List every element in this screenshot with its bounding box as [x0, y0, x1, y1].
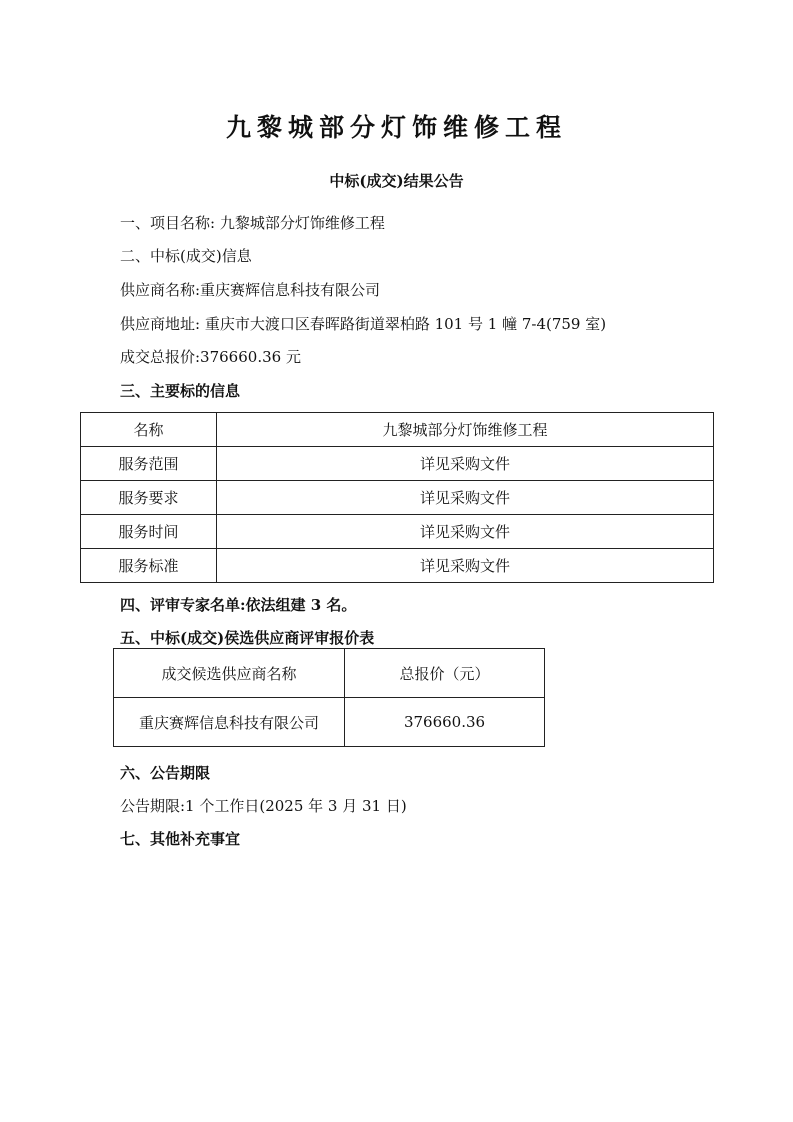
supplier-name-line: 供应商名称:重庆赛辉信息科技有限公司	[120, 281, 381, 299]
table-cell: 重庆赛辉信息科技有限公司	[114, 698, 345, 747]
notice-period-heading: 六、公告期限	[120, 764, 211, 782]
document-title: 九黎城部分灯饰维修工程	[225, 113, 567, 142]
main-target-table	[80, 412, 714, 583]
table-header-cell: 成交候选供应商名称	[114, 649, 345, 698]
supplier-address-line: 供应商地址: 重庆市大渡口区春晖路街道翠柏路 101 号 1 幢 7-4(759 室)	[120, 315, 607, 333]
table-cell: 376660.36	[345, 698, 545, 747]
table-cell-label: 名称	[81, 413, 217, 447]
table-row	[114, 698, 545, 747]
table-row	[81, 549, 714, 583]
table-cell-value: 详见采购文件	[217, 549, 714, 583]
table-header-cell: 总报价（元）	[345, 649, 545, 698]
table-cell-label: 服务要求	[81, 481, 217, 515]
total-price-line: 成交总报价:376660.36 元	[120, 348, 301, 366]
table-row	[81, 515, 714, 549]
table-cell-value: 详见采购文件	[217, 481, 714, 515]
table-header-row	[114, 649, 545, 698]
table-row	[81, 481, 714, 515]
candidates-heading: 五、中标(成交)侯选供应商评审报价表	[120, 629, 375, 647]
table-cell-label: 服务标准	[81, 549, 217, 583]
table-cell-label: 服务范围	[81, 447, 217, 481]
notice-period-line: 公告期限:1 个工作日(2025 年 3 月 31 日)	[120, 797, 407, 815]
bid-info-heading: 二、中标(成交)信息	[120, 247, 252, 265]
table-cell-value: 详见采购文件	[217, 515, 714, 549]
table-row	[81, 447, 714, 481]
document-subtitle: 中标(成交)结果公告	[329, 172, 464, 190]
main-target-heading: 三、主要标的信息	[120, 382, 241, 400]
project-name-line: 一、项目名称: 九黎城部分灯饰维修工程	[120, 214, 385, 232]
experts-line: 四、评审专家名单:依法组建 3 名。	[120, 596, 357, 614]
candidate-table	[113, 648, 545, 747]
other-heading: 七、其他补充事宜	[120, 830, 241, 848]
table-cell-value: 详见采购文件	[217, 447, 714, 481]
table-cell-value: 九黎城部分灯饰维修工程	[217, 413, 714, 447]
table-row	[81, 413, 714, 447]
table-cell-label: 服务时间	[81, 515, 217, 549]
